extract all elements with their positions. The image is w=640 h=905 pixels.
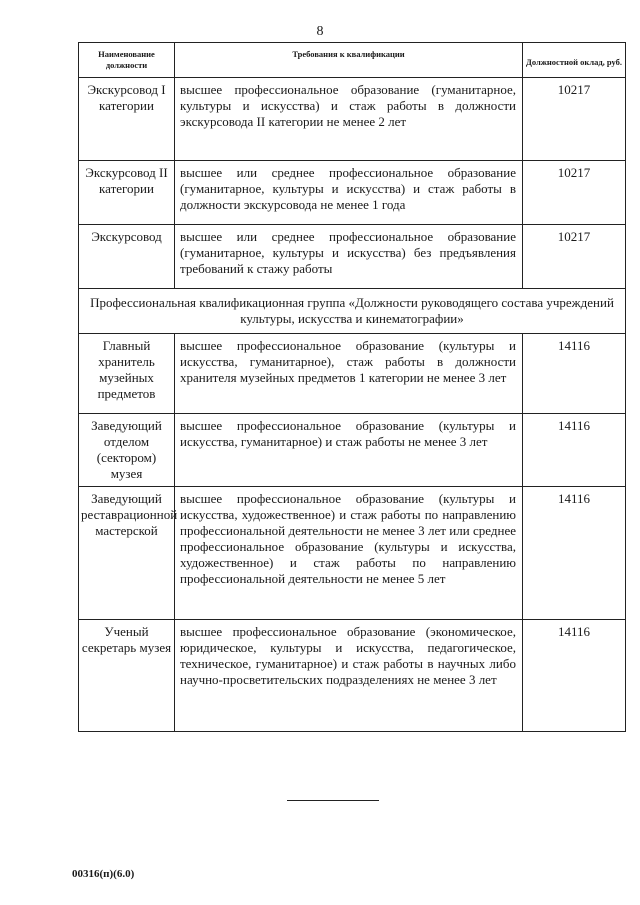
requirements-cell: высшее профессиональное образование (экономическое, юридическое, культуры и искусства, педагогическое, техническое, гуманитарное) и стаж работы в научных либо научно-просветительских подразделениях не менее 3 лет [175, 620, 523, 732]
requirements-cell: высшее профессиональное образование (гуманитарное, культуры и искусства) и стаж работы в должности экскурсовода II категории не менее 2 лет [175, 78, 523, 161]
header-position: Наименование должности [79, 43, 175, 78]
header-salary: Должностной оклад, руб. [523, 43, 626, 78]
table-row [79, 161, 626, 225]
page-number: 8 [316, 24, 324, 39]
table-row [79, 487, 626, 620]
table-row [79, 78, 626, 161]
requirements-cell: высшее профессиональное образование (культуры и искусства, гуманитарное) и стаж работы не менее 3 лет [175, 414, 523, 487]
header-requirements: Требования к квалификации [175, 43, 523, 78]
table-header-row [79, 43, 626, 78]
qualification-table [78, 42, 626, 732]
position-cell: Главный хранитель музейных предметов [79, 334, 175, 414]
requirements-cell: высшее или среднее профессиональное образование (гуманитарное, культуры и искусства) без предъявления требований к стажу работы [175, 225, 523, 289]
position-cell: Экскурсовод I категории [79, 78, 175, 161]
position-cell: Экскурсовод II категории [79, 161, 175, 225]
salary-cell: 14116 [523, 487, 626, 620]
table-row [79, 225, 626, 289]
salary-cell: 10217 [523, 225, 626, 289]
salary-cell: 14116 [523, 334, 626, 414]
requirements-cell: высшее профессиональное образование (культуры и искусства, художественное) и стаж работы по направлению профессиональной деятельности не менее 3 лет или среднее профессиональное образование (культуры и искусства, художественное) и стаж работы по направлению профессиональной деятельности не менее 5 лет [175, 487, 523, 620]
position-cell: Заведующий отделом (сектором) музея [79, 414, 175, 487]
salary-cell: 14116 [523, 414, 626, 487]
salary-cell: 10217 [523, 78, 626, 161]
footnote-divider [287, 800, 379, 801]
group-title: Профессиональная квалификационная группа «Должности руководящего состава учреждений культуры, искусства и кинематографии» [79, 289, 626, 334]
position-cell: Экскурсовод [79, 225, 175, 289]
table-row [79, 414, 626, 487]
requirements-cell: высшее профессиональное образование (культуры и искусства, гуманитарное), стаж работы в должности хранителя музейных предметов 1 категории не менее 3 лет [175, 334, 523, 414]
table-row [79, 334, 626, 414]
position-cell: Заведующий реставрационной мастерской [79, 487, 175, 620]
table-row [79, 620, 626, 732]
salary-cell: 14116 [523, 620, 626, 732]
group-title-row [79, 289, 626, 334]
requirements-cell: высшее или среднее профессиональное образование (гуманитарное, культуры и искусства) и стаж работы в должности экскурсовода не менее 1 года [175, 161, 523, 225]
salary-cell: 10217 [523, 161, 626, 225]
position-cell: Ученый секретарь музея [79, 620, 175, 732]
document-code: 00316(п)(6.0) [72, 868, 135, 880]
